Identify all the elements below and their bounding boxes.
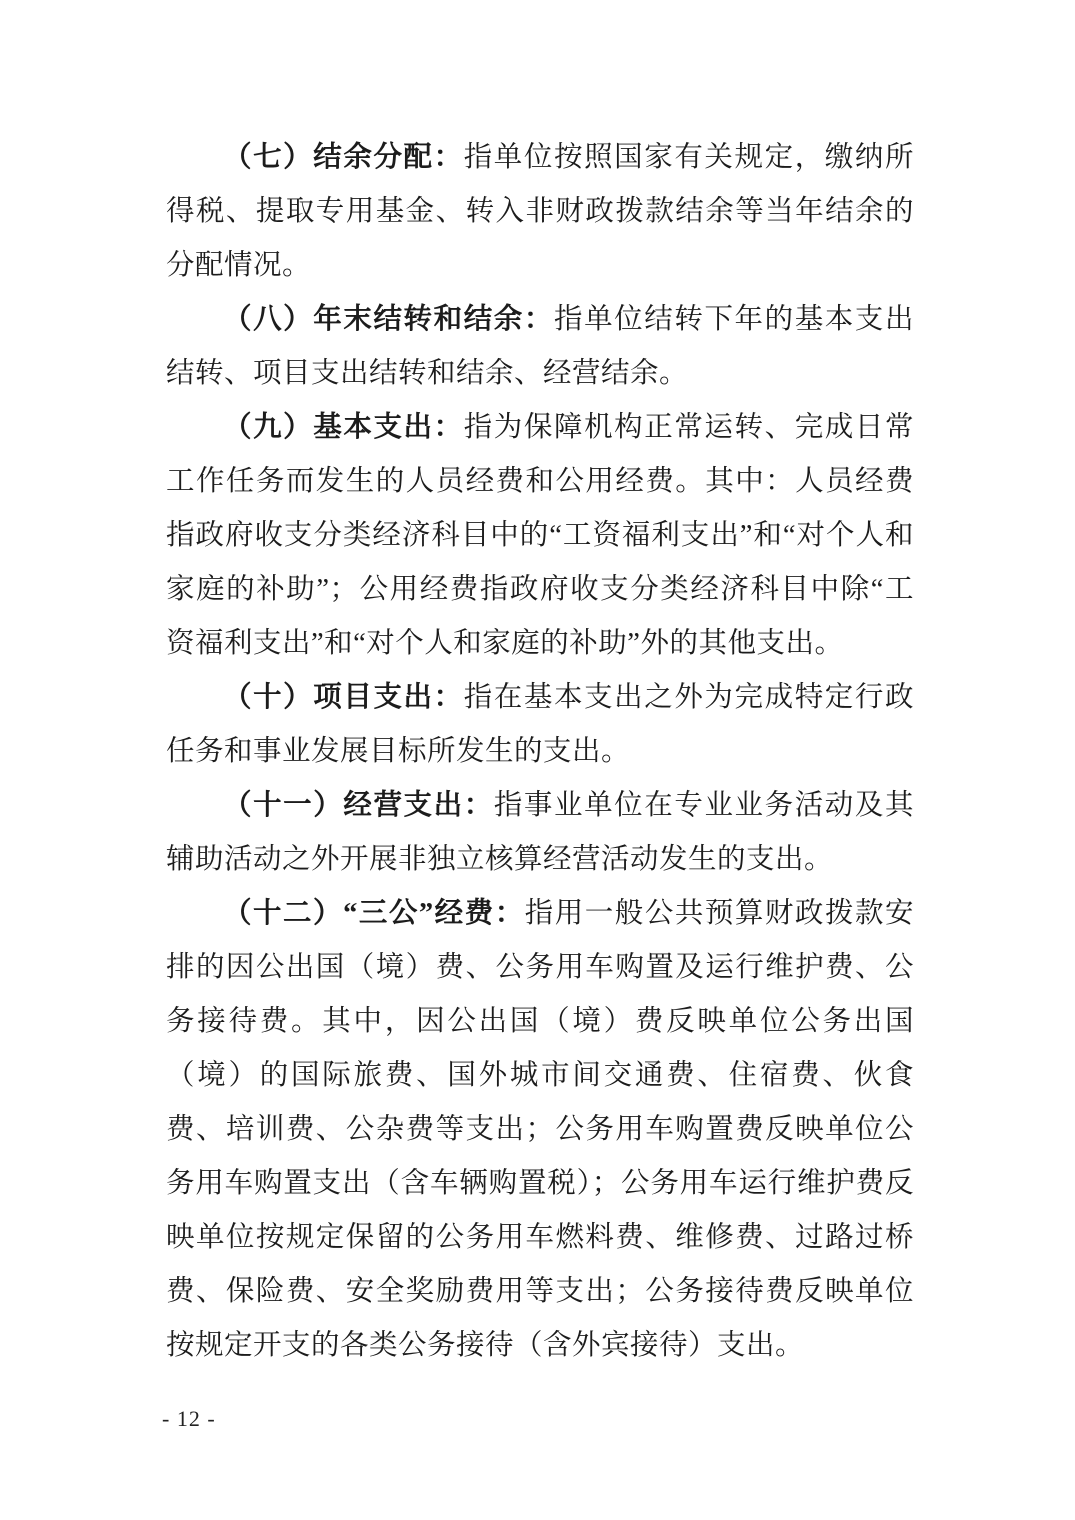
paragraph-12-three-public-funds (166, 887, 914, 1373)
paragraph-heading: （十）项目支出： (223, 682, 464, 713)
paragraph-heading: （十二）“三公”经费： (223, 898, 525, 929)
paragraph-heading: （九）基本支出： (223, 412, 464, 443)
paragraph-body: 指在基本支出之外为完成特定行政任务和事业发展目标所发生的支出。 (166, 682, 914, 767)
paragraph-heading: （八）年末结转和结余： (223, 304, 554, 335)
paragraph-11-operating-expenditure (166, 779, 914, 887)
paragraph-body: 指为保障机构正常运转、完成日常工作任务而发生的人员经费和公用经费。其中：人员经费指政府收支分类经济科目中的“工资福利支出”和“对个人和家庭的补助”；公用经费指政府收支分类经济科目中除“工资福利支出”和“对个人和家庭的补助”外的其他支出。 (166, 412, 914, 659)
paragraph-7-surplus-distribution (166, 131, 914, 293)
paragraph-body: 指用一般公共预算财政拨款安排的因公出国（境）费、公务用车购置及运行维护费、公务接待费。其中，因公出国（境）费反映单位公务出国（境）的国际旅费、国外城市间交通费、住宿费、伙食费、培训费、公杂费等支出；公务用车购置费反映单位公务用车购置支出（含车辆购置税）；公务用车运行维护费反映单位按规定保留的公务用车燃料费、维修费、过路过桥费、保险费、安全奖励费用等支出；公务接待费反映单位按规定开支的各类公务接待（含外宾接待）支出。 (166, 898, 914, 1361)
paragraph-heading: （十一）经营支出： (223, 790, 494, 821)
paragraph-body: 指单位按照国家有关规定，缴纳所得税、提取专用基金、转入非财政拨款结余等当年结余的分配情况。 (166, 142, 914, 281)
page-content (166, 131, 914, 1373)
paragraph-10-project-expenditure (166, 671, 914, 779)
paragraph-body: 指事业单位在专业业务活动及其辅助活动之外开展非独立核算经营活动发生的支出。 (166, 790, 914, 875)
paragraph-9-basic-expenditure (166, 401, 914, 671)
page-number: - 12 - (162, 1406, 216, 1431)
paragraph-8-yearend-carryover (166, 293, 914, 401)
paragraph-body: 指单位结转下年的基本支出结转、项目支出结转和结余、经营结余。 (166, 304, 914, 389)
paragraph-heading: （七）结余分配： (223, 142, 464, 173)
